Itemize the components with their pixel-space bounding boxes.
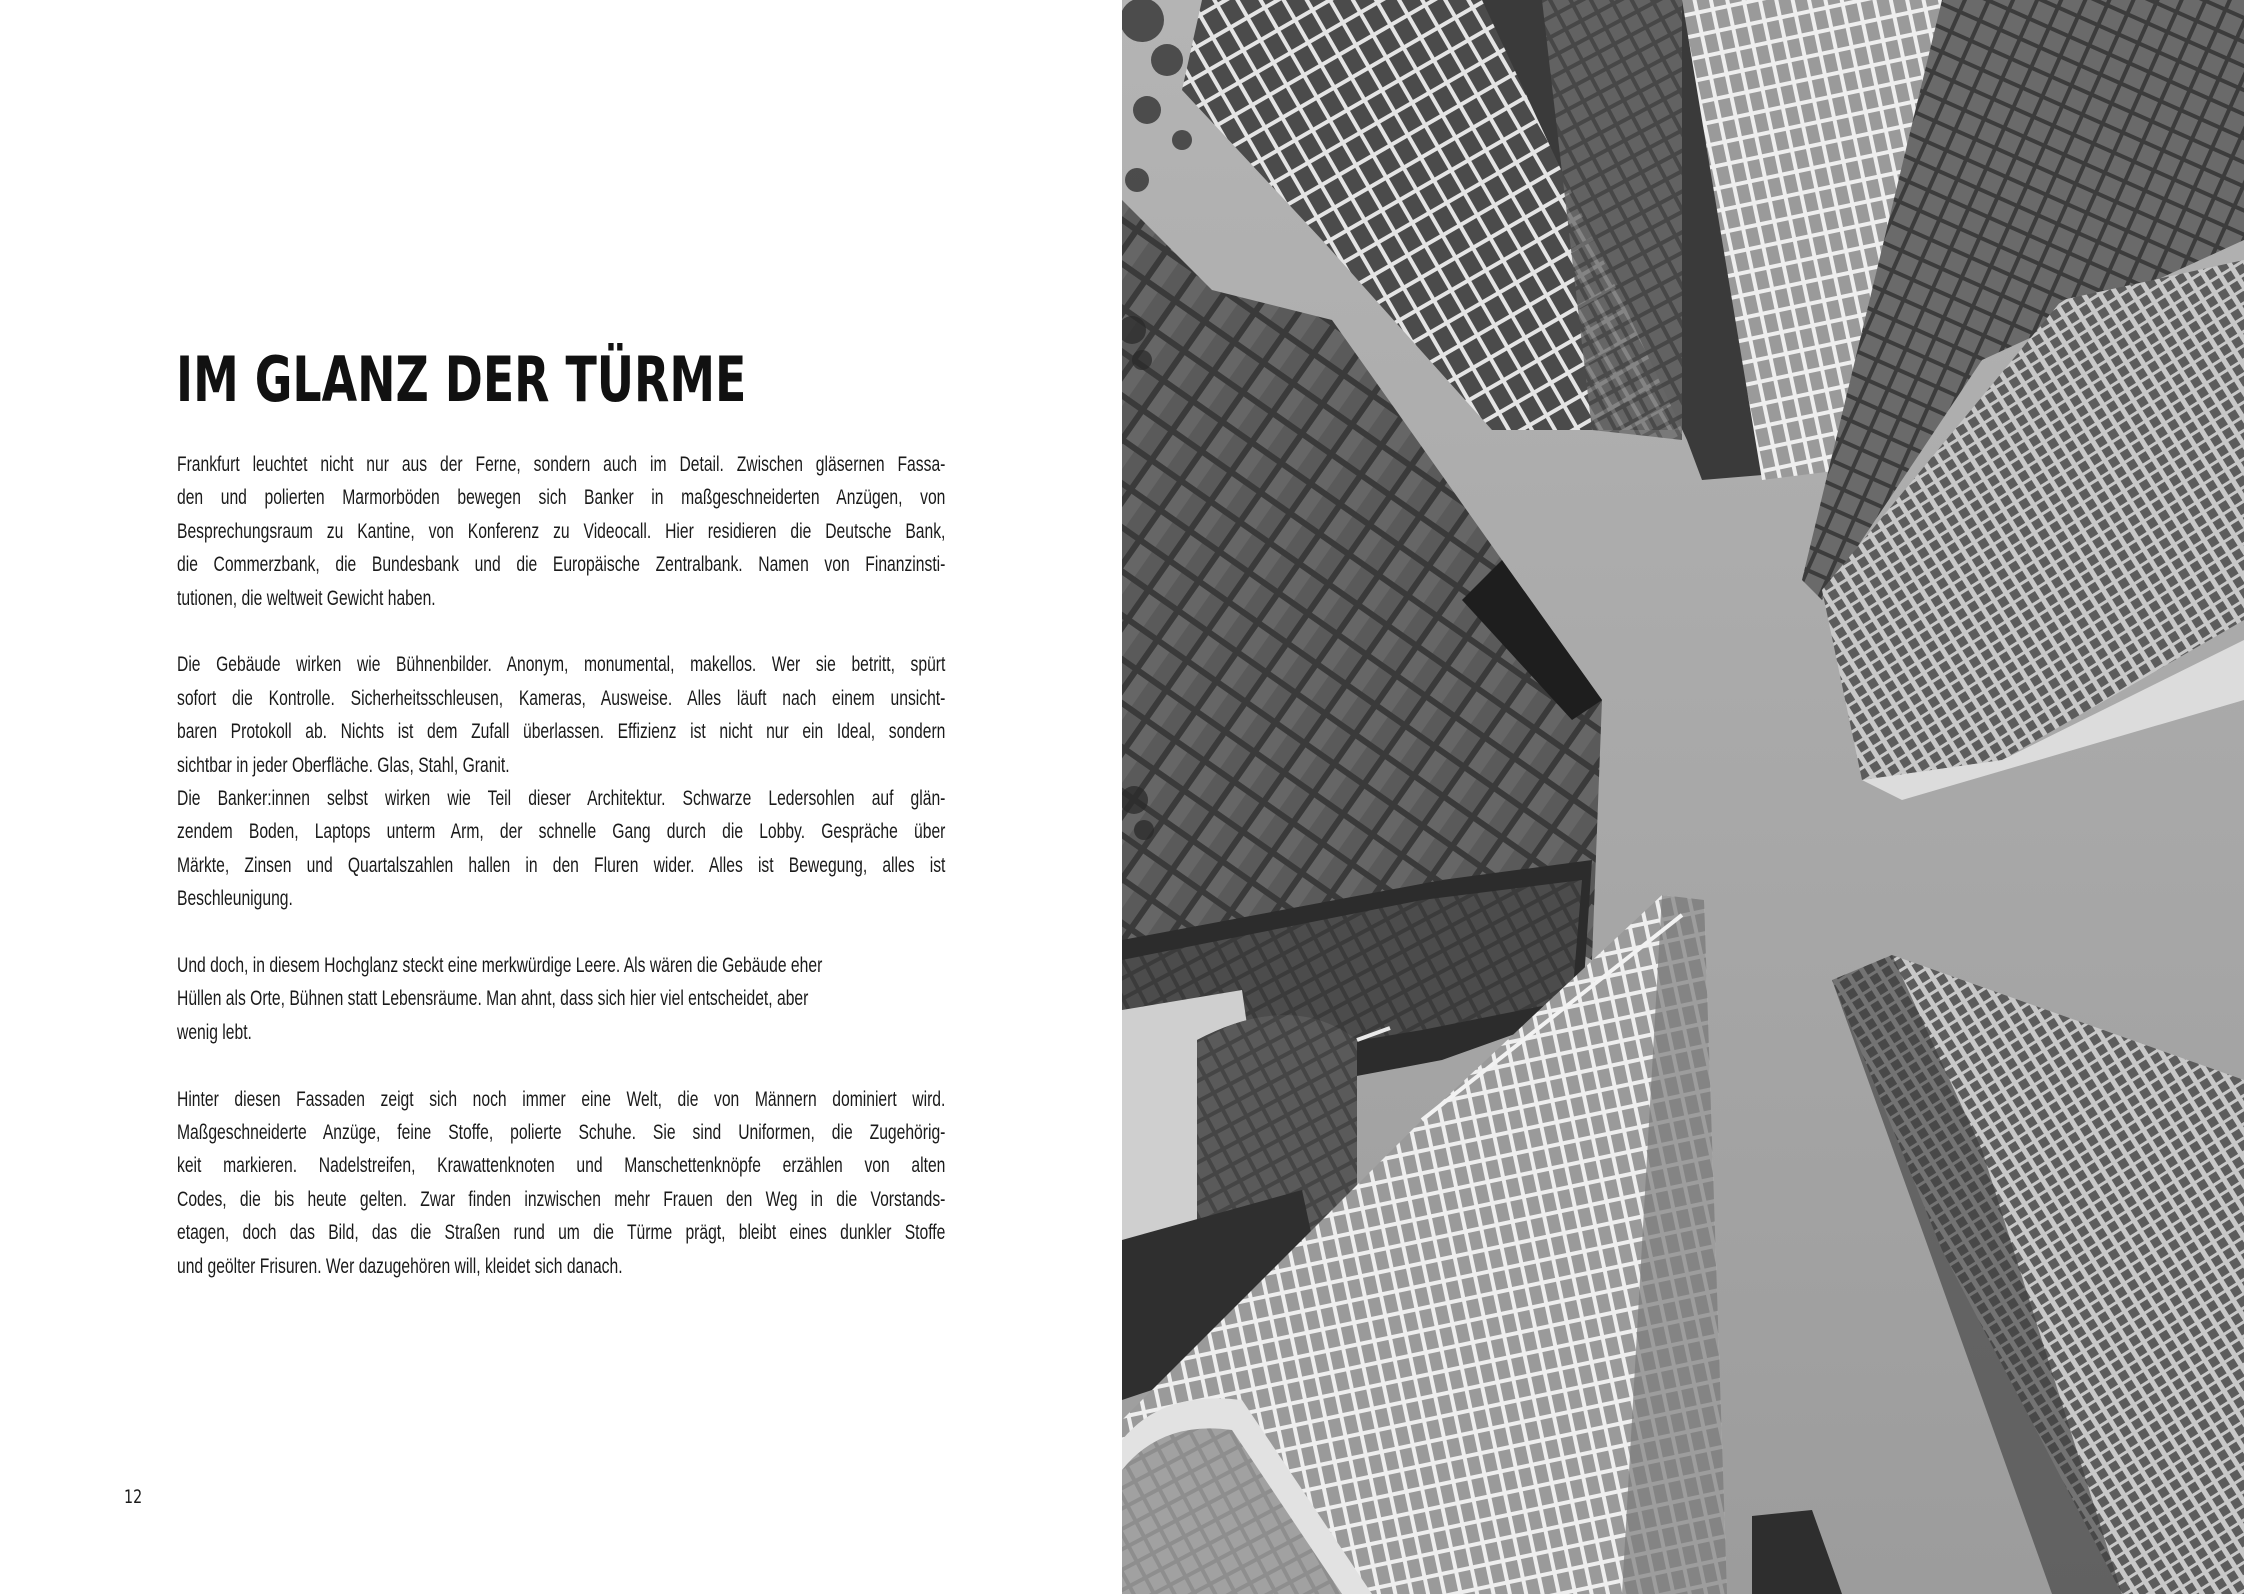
text-line: Hinter diesen Fassaden zeigt sich noch immer eine Welt, die von Männern dominiert wird. [177, 1087, 946, 1111]
page-title: IM GLANZ DER TÜRME [176, 343, 747, 416]
text-line: Die Banker:innen selbst wirken wie Teil dieser Architektur. Schwarze Ledersohlen auf glän- [177, 787, 946, 811]
paragraph-5 [177, 1083, 945, 1283]
paragraph-1 [177, 448, 945, 615]
paragraph-3 [177, 782, 945, 916]
text-line: Beschleunigung. [177, 887, 293, 911]
text-line: Maßgeschneiderte Anzüge, feine Stoffe, polierte Schuhe. Sie sind Uniformen, die Zugehörig- [177, 1121, 946, 1145]
text-line: etagen, doch das Bild, das die Straßen rund um die Türme prägt, bleibt eines dunkler Stoffe [177, 1221, 946, 1245]
text-line: Besprechungsraum zu Kantine, von Konferenz zu Videocall. Hier residieren die Deutsche Bank, [177, 519, 946, 543]
text-line: keit markieren. Nadelstreifen, Krawattenknoten und Manschettenknöpfe erzählen von alten [177, 1154, 946, 1178]
paragraph-spacer [177, 1049, 945, 1082]
paragraph-spacer [177, 916, 945, 949]
page-number: 12 [124, 1486, 143, 1508]
text-line: baren Protokoll ab. Nichts ist dem Zufall überlassen. Effizienz ist nicht nur ein Ideal, sondern [177, 720, 946, 744]
text-line: tutionen, die weltweit Gewicht haben. [177, 586, 436, 610]
text-line: Hüllen als Orte, Bühnen statt Lebensräume. Man ahnt, dass sich hier viel entscheidet, aber [177, 987, 809, 1011]
paragraph-spacer [177, 615, 945, 648]
text-line: sofort die Kontrolle. Sicherheitsschleusen, Kameras, Ausweise. Alles läuft nach einem unsicht- [177, 686, 946, 710]
text-line: sichtbar in jeder Oberfläche. Glas, Stahl, Granit. [177, 753, 510, 777]
text-line: wenig lebt. [177, 1020, 252, 1044]
paragraph-2 [177, 648, 945, 782]
text-line: Die Gebäude wirken wie Bühnenbilder. Anonym, monumental, makellos. Wer sie betritt, spürt [177, 653, 946, 677]
text-line: zendem Boden, Laptops unterm Arm, der schnelle Gang durch die Lobby. Gespräche über [177, 820, 946, 844]
text-line: Frankfurt leuchtet nicht nur aus der Ferne, sondern auch im Detail. Zwischen gläsernen Fassa- [177, 453, 946, 476]
text-line: die Commerzbank, die Bundesbank und die Europäische Zentralbank. Namen von Finanzinsti- [177, 553, 946, 577]
text-line: und geölter Frisuren. Wer dazugehören will, kleidet sich danach. [177, 1254, 623, 1278]
text-line: den und polierten Marmorböden bewegen sich Banker in maßgeschneiderten Anzügen, von [177, 486, 946, 510]
text-line: Und doch, in diesem Hochglanz steckt eine merkwürdige Leere. Als wären die Gebäude eher [177, 954, 823, 978]
skyscraper-photo [1122, 0, 2244, 1594]
skyscraper-illustration [1122, 0, 2244, 1594]
text-line: Märkte, Zinsen und Quartalszahlen hallen in den Fluren wider. Alles ist Bewegung, alles ist [177, 853, 946, 877]
paragraph-4 [177, 949, 945, 1049]
body-text [177, 448, 945, 1283]
text-line: Codes, die bis heute gelten. Zwar finden inzwischen mehr Frauen den Weg in die Vorstands- [177, 1187, 946, 1211]
